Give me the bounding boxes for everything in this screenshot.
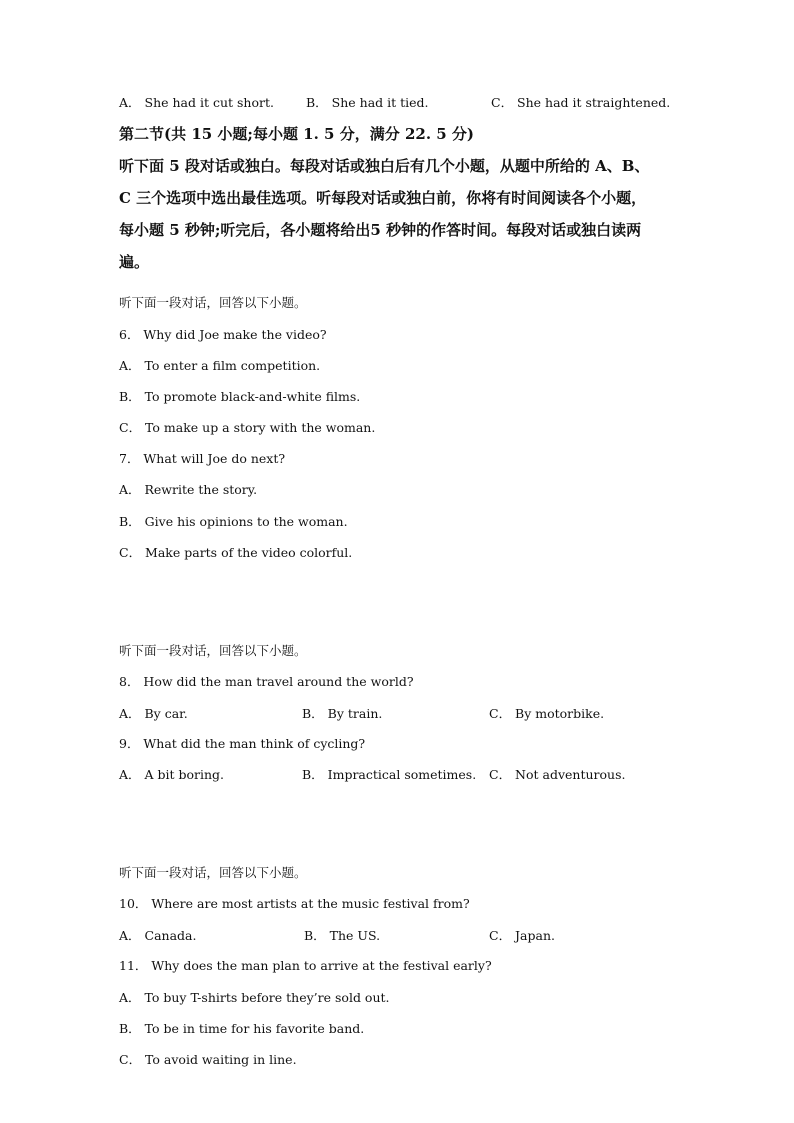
- q11-option-a[interactable]: A． To buy T-shirts before they’re sold out.: [119, 990, 390, 1005]
- dialog2-intro: 听下面一段对话，回答以下小题。: [119, 643, 307, 658]
- q6-option-b[interactable]: B． To promote black-and-white films.: [119, 389, 361, 404]
- q5-option-c[interactable]: C． She had it straightened.: [491, 95, 671, 110]
- instruction-line-2: C 三个选项中选出最佳选项。听每段对话或独白前，你将有时间阅读各个小题，: [119, 189, 647, 207]
- q9-options-row: [119, 765, 719, 783]
- q9-option-b[interactable]: B． Impractical sometimes.: [302, 767, 477, 782]
- q5-option-b[interactable]: B． She had it tied.: [306, 95, 429, 110]
- q10-option-a[interactable]: A． Canada.: [119, 928, 197, 943]
- instruction-line-4: 遍。: [119, 253, 150, 271]
- q8-option-a[interactable]: A． By car.: [119, 706, 188, 721]
- q5-options-row: [119, 93, 719, 111]
- q10-option-b[interactable]: B． The US.: [304, 928, 381, 943]
- q11-option-c[interactable]: C． To avoid waiting in line.: [119, 1052, 297, 1067]
- question-10: 10． Where are most artists at the music festival from?: [119, 896, 470, 911]
- instruction-line-3: 每小题 5 秒钟;听完后，各小题将给出5 秒钟的作答时间。每段对话或独白读两: [119, 221, 642, 239]
- q9-option-c[interactable]: C． Not adventurous.: [489, 767, 626, 782]
- q8-option-c[interactable]: C． By motorbike.: [489, 706, 605, 721]
- q5-option-a[interactable]: A． She had it cut short.: [119, 95, 274, 110]
- q8-options-row: [119, 704, 719, 722]
- q6-option-c[interactable]: C． To make up a story with the woman.: [119, 420, 376, 435]
- q7-option-c[interactable]: C． Make parts of the video colorful.: [119, 545, 353, 560]
- question-7: 7． What will Joe do next?: [119, 451, 286, 466]
- q9-option-a[interactable]: A． A bit boring.: [119, 767, 225, 782]
- dialog1-intro: 听下面一段对话，回答以下小题。: [119, 295, 307, 310]
- q10-options-row: [119, 926, 719, 944]
- instruction-line-1: 听下面 5 段对话或独白。每段对话或独白后有几个小题，从题中所给的 A、B、: [119, 157, 650, 175]
- q10-option-c[interactable]: C． Japan.: [489, 928, 555, 943]
- q6-option-a[interactable]: A． To enter a film competition.: [119, 358, 321, 373]
- q8-option-b[interactable]: B． By train.: [302, 706, 383, 721]
- question-8: 8． How did the man travel around the world?: [119, 674, 414, 689]
- dialog3-intro: 听下面一段对话，回答以下小题。: [119, 865, 307, 880]
- q11-option-b[interactable]: B． To be in time for his favorite band.: [119, 1021, 365, 1036]
- question-11: 11． Why does the man plan to arrive at the festival early?: [119, 958, 492, 973]
- section-heading: 第二节(共 15 小题;每小题 1. 5 分，满分 22. 5 分): [119, 125, 475, 143]
- question-6: 6． Why did Joe make the video?: [119, 327, 327, 342]
- q7-option-b[interactable]: B． Give his opinions to the woman.: [119, 514, 348, 529]
- q7-option-a[interactable]: A． Rewrite the story.: [119, 482, 258, 497]
- question-9: 9． What did the man think of cycling?: [119, 736, 366, 751]
